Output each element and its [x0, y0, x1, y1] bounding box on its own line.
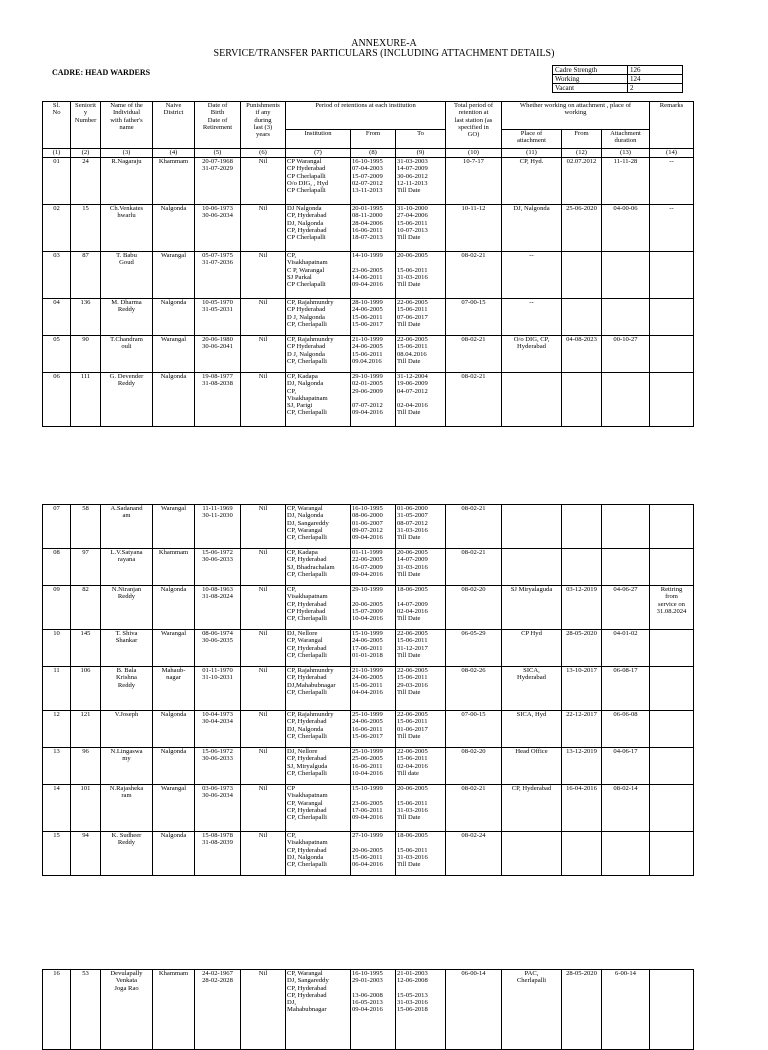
cell-from: 20-01-1995 08-11-2000 28-04-2006 16-06-2011 18-07-2013	[351, 205, 396, 252]
cell-name: T. Shiva Shankar	[101, 630, 153, 667]
table-row	[43, 158, 694, 205]
cell-district: Khammam	[153, 158, 195, 205]
cell-to: 22-06-2005 15-06-2011 31-12-2017 Till Date	[396, 630, 446, 667]
cell-attach-from: 13-12-2019	[562, 748, 602, 785]
cell-institution: CP Warangal CP Hyderabad CP Cherlapalli O/o DIG, , Hyd CP Cherlapalli	[286, 158, 351, 205]
cell-remarks	[650, 667, 694, 711]
cell-to: 22-06-2005 15-06-2011 08.04.2016 Till Date	[396, 336, 446, 373]
service-table-part-3	[42, 969, 694, 1050]
cell-seniority: 24	[71, 158, 101, 205]
cell-total-period: 08-02-26	[446, 667, 502, 711]
cell-total-period: 07-00-15	[446, 711, 502, 748]
cell-from: 01-11-1999 22-06-2005 16-07-2009 09-04-2016	[351, 549, 396, 586]
cell-institution: DJ Nalgonda CP, Hyderabad DJ, Nalgonda CP, Hyderabad CP Cherlapalli	[286, 205, 351, 252]
cell-attach-place	[502, 549, 562, 586]
cell-remarks	[650, 748, 694, 785]
cell-to: 31-03-2003 14-07-2009 30-06-2012 12-11-2013 Till Date	[396, 158, 446, 205]
column-number: (2)	[71, 149, 101, 158]
cell-total-period: 08-02-21	[446, 505, 502, 549]
cell-name: T.Chandram ouli	[101, 336, 153, 373]
strength-label: Working	[553, 75, 628, 84]
cell-punishments: Nil	[241, 336, 286, 373]
cell-remarks	[650, 299, 694, 336]
cell-name: A.Sadanand am	[101, 505, 153, 549]
cell-to: 01-06-2000 31-05-2007 08-07-2012 31-03-2016 Till Date	[396, 505, 446, 549]
cell-sl-no: 02	[43, 205, 71, 252]
cell-punishments: Nil	[241, 630, 286, 667]
table-row	[43, 252, 694, 299]
cell-attach-from	[562, 832, 602, 876]
cell-name: B. Bala Krishna Reddy	[101, 667, 153, 711]
annexure-heading: ANNEXURE-A	[351, 38, 417, 49]
header-period: Period of retentions at each institution	[286, 102, 446, 130]
cell-attach-from: 02.07.2012	[562, 158, 602, 205]
cell-attach-place: --	[502, 252, 562, 299]
cell-district: Mahaub- nagar	[153, 667, 195, 711]
cell-institution: CP, Warangal DJ, Sangareddy CP, Hyderabad CP, Hyderabad DJ, Mahabubnagar	[286, 970, 351, 1050]
cell-seniority: 96	[71, 748, 101, 785]
cell-attach-duration	[602, 549, 650, 586]
cell-institution: CP, Kadapa CP, Hyderabad SJ, Bhadrachalam CP, Cherlapalli	[286, 549, 351, 586]
column-number: (7)	[286, 149, 351, 158]
cell-from: 16-10-1995 29-01-2003 13-06-2008 16-05-2013 09-04-2016	[351, 970, 396, 1050]
cell-total-period: 10-11-12	[446, 205, 502, 252]
table-row	[43, 970, 694, 1050]
cell-sl-no: 14	[43, 785, 71, 832]
cell-from: 29-10-1999 20-06-2005 15-07-2009 10-04-2016	[351, 586, 396, 630]
cell-name: K. Sudheer Reddy	[101, 832, 153, 876]
cell-total-period: 08-02-20	[446, 586, 502, 630]
cell-sl-no: 05	[43, 336, 71, 373]
column-number: (11)	[502, 149, 562, 158]
cell-remarks	[650, 832, 694, 876]
cell-attach-from: 04-08-2023	[562, 336, 602, 373]
cell-remarks	[650, 505, 694, 549]
cell-seniority: 136	[71, 299, 101, 336]
cell-dob: 19-08-1977 31-08-2038	[195, 373, 241, 427]
cell-attach-from: 03-12-2019	[562, 586, 602, 630]
cell-district: Nalgonda	[153, 373, 195, 427]
cell-dob: 15-06-1972 30-06-2033	[195, 748, 241, 785]
column-number: (13)	[602, 149, 650, 158]
cell-attach-from	[562, 299, 602, 336]
cell-attach-place	[502, 505, 562, 549]
cell-dob: 20-06-1980 30-06-2041	[195, 336, 241, 373]
table-row	[43, 299, 694, 336]
cell-sl-no: 12	[43, 711, 71, 748]
table-row	[43, 711, 694, 748]
cell-dob: 05-07-1975 31-07-2036	[195, 252, 241, 299]
cell-attach-duration	[602, 252, 650, 299]
column-number-row	[43, 149, 694, 158]
cell-attach-from	[562, 505, 602, 549]
column-number: (1)	[43, 149, 71, 158]
cell-to: 31-10-2000 27-04-2006 15-06-2011 10-07-2013 Till Date	[396, 205, 446, 252]
cell-seniority: 87	[71, 252, 101, 299]
cell-institution: CP, Rajahmundry CP, Hyderabad DJ,Mahabubnagar CP, Cherlapalli	[286, 667, 351, 711]
cell-district: Warangal	[153, 336, 195, 373]
cell-from: 15-10-1999 23-06-2005 17-06-2011 09-04-2016	[351, 785, 396, 832]
cell-district: Nalgonda	[153, 299, 195, 336]
cell-punishments: Nil	[241, 549, 286, 586]
cell-district: Warangal	[153, 785, 195, 832]
cell-institution: CP, Visakhapatnam C P, Warangal SJ Parkal CP Cherlapalli	[286, 252, 351, 299]
table-row	[43, 748, 694, 785]
cell-dob: 03-06-1973 30-06-2034	[195, 785, 241, 832]
cell-attach-from: 16-04-2016	[562, 785, 602, 832]
cell-punishments: Nil	[241, 158, 286, 205]
cell-attach-from: 28-05-2020	[562, 970, 602, 1050]
cell-punishments: Nil	[241, 785, 286, 832]
cell-dob: 10-08-1963 31-08-2024	[195, 586, 241, 630]
cell-attach-from: 28-05-2020	[562, 630, 602, 667]
cell-to: 22-06-2005 15-06-2011 07-06-2017 Till Date	[396, 299, 446, 336]
cell-district: Khammam	[153, 970, 195, 1050]
cell-to: 18-06-2005 14-07-2009 02-04-2016 Till Date	[396, 586, 446, 630]
service-table-part-2	[42, 504, 694, 876]
cell-sl-no: 06	[43, 373, 71, 427]
cell-sl-no: 01	[43, 158, 71, 205]
cell-attach-place	[502, 832, 562, 876]
cell-attach-duration: 04-06-17	[602, 748, 650, 785]
cell-remarks	[650, 549, 694, 586]
cell-attach-duration	[602, 832, 650, 876]
table-row	[43, 630, 694, 667]
cell-district: Khammam	[153, 549, 195, 586]
cell-punishments: Nil	[241, 505, 286, 549]
cell-attach-place: CP, Hyderabad	[502, 785, 562, 832]
cell-attach-place: SJ Miryalaguda	[502, 586, 562, 630]
table-row	[43, 205, 694, 252]
cell-sl-no: 10	[43, 630, 71, 667]
cell-dob: 20-07-1968 31-07-2029	[195, 158, 241, 205]
cell-total-period: 08-02-21	[446, 549, 502, 586]
document-subtitle: SERVICE/TRANSFER PARTICULARS (INCLUDING ATTACHMENT DETAILS)	[213, 48, 555, 59]
header-dob: Date of Birth Date of Retirement	[195, 102, 241, 149]
table-row	[43, 586, 694, 630]
cell-attach-duration: 06-08-17	[602, 667, 650, 711]
cell-total-period: 06-00-14	[446, 970, 502, 1050]
cell-seniority: 82	[71, 586, 101, 630]
header-attach-duration: Attachment duration	[602, 130, 650, 149]
cell-name: Devulapally Venkata Joga Rao	[101, 970, 153, 1050]
cell-total-period: 08-02-20	[446, 748, 502, 785]
cell-from: 25-10-1999 25-06-2005 16-06-2011 10-04-2016	[351, 748, 396, 785]
cell-to: 20-06-2005 14-07-2009 31-03-2016 Till Date	[396, 549, 446, 586]
cell-attach-place: PAC, Cherlapalli	[502, 970, 562, 1050]
cell-remarks	[650, 970, 694, 1050]
cell-remarks: --	[650, 205, 694, 252]
cell-district: Nalgonda	[153, 748, 195, 785]
cell-attach-from: 25-06-2020	[562, 205, 602, 252]
cell-seniority: 94	[71, 832, 101, 876]
cell-to: 31-12-2004 19-06-2009 04-07-2012 02-04-2016 Till Date	[396, 373, 446, 427]
cell-name: T. Babu Goud	[101, 252, 153, 299]
column-number: (5)	[195, 149, 241, 158]
cell-institution: CP, Warangal DJ, Nalgonda DJ, Sangareddy CP, Warangal CP, Cherlapalli	[286, 505, 351, 549]
cell-seniority: 15	[71, 205, 101, 252]
cell-district: Nalgonda	[153, 832, 195, 876]
cell-total-period: 07-00-15	[446, 299, 502, 336]
cell-remarks	[650, 336, 694, 373]
cell-institution: CP, Visakhapatnam CP, Hyderabad DJ, Nalgonda CP, Cherlapalli	[286, 832, 351, 876]
cadre-label: CADRE: HEAD WARDERS	[52, 68, 151, 77]
table-row	[43, 785, 694, 832]
cell-district: Nalgonda	[153, 586, 195, 630]
header-institution: Institution	[286, 130, 351, 149]
table-row	[43, 336, 694, 373]
header-attachment: Whether working on attachment , place of working	[502, 102, 650, 130]
column-number: (12)	[562, 149, 602, 158]
strength-label: Cadre Strength	[553, 66, 628, 75]
cell-attach-duration: 04-00-06	[602, 205, 650, 252]
header-seniority: Seniorit y Number	[71, 102, 101, 149]
strength-row	[553, 84, 683, 93]
cell-remarks	[650, 630, 694, 667]
cell-attach-duration: 08-02-14	[602, 785, 650, 832]
cell-name: Ch.Venkates hwarlu	[101, 205, 153, 252]
cell-dob: 01-11-1970 31-10-2031	[195, 667, 241, 711]
cell-name: N.Niranjan Reddy	[101, 586, 153, 630]
cadre-strength-table	[552, 65, 683, 93]
cell-sl-no: 07	[43, 505, 71, 549]
cell-seniority: 90	[71, 336, 101, 373]
cell-from: 21-10-1999 24-06-2005 15-06-2011 04-04-2016	[351, 667, 396, 711]
cell-remarks	[650, 373, 694, 427]
table-row	[43, 549, 694, 586]
cell-total-period: 10-7-17	[446, 158, 502, 205]
cell-institution: CP Visakhapatnam CP, Warangal CP, Hyderabad CP, Cherlapalli	[286, 785, 351, 832]
cell-attach-duration: 04-01-02	[602, 630, 650, 667]
cell-name: G. Devender Reddy	[101, 373, 153, 427]
cell-name: N.Rajasheka ram	[101, 785, 153, 832]
cell-sl-no: 08	[43, 549, 71, 586]
cell-seniority: 97	[71, 549, 101, 586]
cell-sl-no: 13	[43, 748, 71, 785]
column-number: (8)	[351, 149, 396, 158]
header-from: From	[351, 130, 396, 149]
cell-from: 28-10-1999 24-06-2005 15-06-2011 15-06-2017	[351, 299, 396, 336]
cell-seniority: 145	[71, 630, 101, 667]
cell-sl-no: 16	[43, 970, 71, 1050]
cell-attach-duration	[602, 505, 650, 549]
cell-attach-from: 13-10-2017	[562, 667, 602, 711]
header-row	[43, 102, 694, 130]
table-row	[43, 373, 694, 427]
cell-to: 20-06-2005 15-06-2011 31-03-2016 Till Date	[396, 785, 446, 832]
cell-dob: 10-05-1970 31-05-2031	[195, 299, 241, 336]
cell-seniority: 101	[71, 785, 101, 832]
cell-name: L.V.Satyana rayana	[101, 549, 153, 586]
cell-name: R.Nagaraju	[101, 158, 153, 205]
cell-attach-duration: 6-00-14	[602, 970, 650, 1050]
column-number: (10)	[446, 149, 502, 158]
header-name: Name of the Individual with father's name	[101, 102, 153, 149]
cell-attach-duration	[602, 299, 650, 336]
cell-attach-place	[502, 373, 562, 427]
cell-attach-duration: 04-06-27	[602, 586, 650, 630]
cell-attach-place: Head Office	[502, 748, 562, 785]
cell-remarks	[650, 711, 694, 748]
column-number: (3)	[101, 149, 153, 158]
cell-dob: 10-06-1973 30-06-2034	[195, 205, 241, 252]
cell-institution: CP, Rajahmundry CP Hyderabad D J, Nalgonda CP, Cherlapalli	[286, 299, 351, 336]
cell-name: N.Lingaswa my	[101, 748, 153, 785]
cell-from: 16-10-1995 08-06-2000 01-06-2007 09-07-2012 09-04-2016	[351, 505, 396, 549]
cell-remarks: Retiring from service on 31.08.2024	[650, 586, 694, 630]
cell-punishments: Nil	[241, 205, 286, 252]
cell-attach-from: 22-12-2017	[562, 711, 602, 748]
cell-attach-from	[562, 549, 602, 586]
cell-to: 21-01-2003 12-06-2008 15-05-2013 31-03-2016 15-06-2018	[396, 970, 446, 1050]
cell-district: Warangal	[153, 505, 195, 549]
cell-remarks: --	[650, 158, 694, 205]
cell-attach-duration: 11-11-28	[602, 158, 650, 205]
cell-dob: 15-06-1972 30-06-2033	[195, 549, 241, 586]
cell-attach-duration: 06-06-08	[602, 711, 650, 748]
cell-institution: DJ, Nellore CP, Warangal CP, Hyderabad CP, Cherlapalli	[286, 630, 351, 667]
cell-punishments: Nil	[241, 667, 286, 711]
cell-to: 18-06-2005 15-06-2011 31-03-2016 Till Date	[396, 832, 446, 876]
cell-seniority: 106	[71, 667, 101, 711]
cell-from: 15-10-1999 24-06-2005 17-06-2011 01-01-2018	[351, 630, 396, 667]
cell-district: Nalgonda	[153, 711, 195, 748]
cell-seniority: 53	[71, 970, 101, 1050]
cell-sl-no: 04	[43, 299, 71, 336]
cell-institution: CP, Visakhapatnam CP, Hyderabad CP Hyderabad CP, Cherlapalli	[286, 586, 351, 630]
cell-total-period: 08-02-21	[446, 252, 502, 299]
cell-attach-place: --	[502, 299, 562, 336]
cell-to: 20-06-2005 15-06-2011 31-03-2016 Till Date	[396, 252, 446, 299]
column-number: (14)	[650, 149, 694, 158]
column-number: (9)	[396, 149, 446, 158]
header-attach-from: From	[562, 130, 602, 149]
cell-to: 22-06-2005 15-06-2011 01-06-2017 Till Date	[396, 711, 446, 748]
cell-seniority: 111	[71, 373, 101, 427]
cell-remarks	[650, 252, 694, 299]
cell-seniority: 58	[71, 505, 101, 549]
cell-punishments: Nil	[241, 373, 286, 427]
header-place: Place of attachment	[502, 130, 562, 149]
cell-seniority: 121	[71, 711, 101, 748]
cell-dob: 15-08-1978 31-08-2039	[195, 832, 241, 876]
cell-attach-duration	[602, 373, 650, 427]
cell-name: M. Dharma Reddy	[101, 299, 153, 336]
strength-label: Vacant	[553, 84, 628, 93]
cell-from: 25-10-1999 24-06-2005 16-06-2011 15-06-2017	[351, 711, 396, 748]
cell-institution: CP, Rajahmundry CP, Hyderabad DJ, Nalgonda CP, Cherlapalli	[286, 711, 351, 748]
strength-value: 2	[628, 84, 683, 93]
cell-institution: DJ, Nellore CP, Hyderabad SJ, Miryalguda CP, Cherlapalli	[286, 748, 351, 785]
cell-sl-no: 11	[43, 667, 71, 711]
strength-value: 126	[628, 66, 683, 75]
table-row	[43, 667, 694, 711]
cell-dob: 10-04-1973 30-04-2034	[195, 711, 241, 748]
cell-attach-place: SICA, Hyderabad	[502, 667, 562, 711]
cell-remarks	[650, 785, 694, 832]
column-number: (4)	[153, 149, 195, 158]
cell-punishments: Nil	[241, 252, 286, 299]
cell-total-period: 08-02-21	[446, 373, 502, 427]
service-table-part-1	[42, 101, 694, 427]
header-remarks: Remarks	[650, 102, 694, 149]
cell-attach-place: O/o DIG, CP, Hyderabad	[502, 336, 562, 373]
cell-district: Nalgonda	[153, 205, 195, 252]
header-total-period: Total period of retention at last station (as specified in GO)	[446, 102, 502, 149]
header-punishments: Punishments if any during last (3) years	[241, 102, 286, 149]
cell-punishments: Nil	[241, 299, 286, 336]
cell-total-period: 08-02-24	[446, 832, 502, 876]
cell-from: 16-10-1995 07-04-2003 15-07-2009 02-07-2012 13-11-2013	[351, 158, 396, 205]
table-row	[43, 832, 694, 876]
cell-district: Warangal	[153, 252, 195, 299]
cell-attach-place: CP, Hyd.	[502, 158, 562, 205]
cell-dob: 08-06-1974 30-06-2035	[195, 630, 241, 667]
cell-attach-place: CP Hyd	[502, 630, 562, 667]
cell-attach-place: DJ, Nalgonda	[502, 205, 562, 252]
cell-dob: 24-02-1967 28-02-2028	[195, 970, 241, 1050]
header-sl-no: Sl. No	[43, 102, 71, 149]
cell-from: 27-10-1999 20-06-2005 15-06-2011 06-04-2016	[351, 832, 396, 876]
cell-punishments: Nil	[241, 586, 286, 630]
cell-dob: 11-11-1969 30-11-2030	[195, 505, 241, 549]
header-district: Naive District	[153, 102, 195, 149]
cell-institution: CP, Kadapa DJ, Nalgonda CP, Visakhapatnam SJ, Parigi CP, Cherlapalli	[286, 373, 351, 427]
cell-sl-no: 15	[43, 832, 71, 876]
cell-to: 22-06-2005 15-06-2011 29-03-2016 Till Date	[396, 667, 446, 711]
cell-from: 21-10-1999 24-06-2005 15-06-2011 09.04.2016	[351, 336, 396, 373]
cell-punishments: Nil	[241, 711, 286, 748]
column-number: (6)	[241, 149, 286, 158]
cell-institution: CP, Rajahmundry CP Hyderabad D J, Nalgonda CP, Cherlapalli	[286, 336, 351, 373]
cell-attach-from	[562, 373, 602, 427]
cell-to: 22-06-2005 15-06-2011 02-04-2016 Till date	[396, 748, 446, 785]
cell-punishments: Nil	[241, 970, 286, 1050]
cell-total-period: 08-02-21	[446, 336, 502, 373]
cell-punishments: Nil	[241, 748, 286, 785]
cell-district: Warangal	[153, 630, 195, 667]
cell-from: 29-10-1999 02-01-2005 29-06-2009 07-07-2012 09-04-2016	[351, 373, 396, 427]
table-row	[43, 505, 694, 549]
header-to: To	[396, 130, 446, 149]
cell-total-period: 06-05-29	[446, 630, 502, 667]
cell-name: V.Joseph	[101, 711, 153, 748]
cell-sl-no: 09	[43, 586, 71, 630]
strength-row	[553, 75, 683, 84]
strength-value: 124	[628, 75, 683, 84]
cell-from: 14-10-1999 23-06-2005 14-06-2011 09-04-2016	[351, 252, 396, 299]
cell-attach-place: SICA, Hyd	[502, 711, 562, 748]
cell-attach-from	[562, 252, 602, 299]
cell-attach-duration: 00-10-27	[602, 336, 650, 373]
strength-row	[553, 66, 683, 75]
cell-punishments: Nil	[241, 832, 286, 876]
cell-sl-no: 03	[43, 252, 71, 299]
cell-total-period: 08-02-21	[446, 785, 502, 832]
